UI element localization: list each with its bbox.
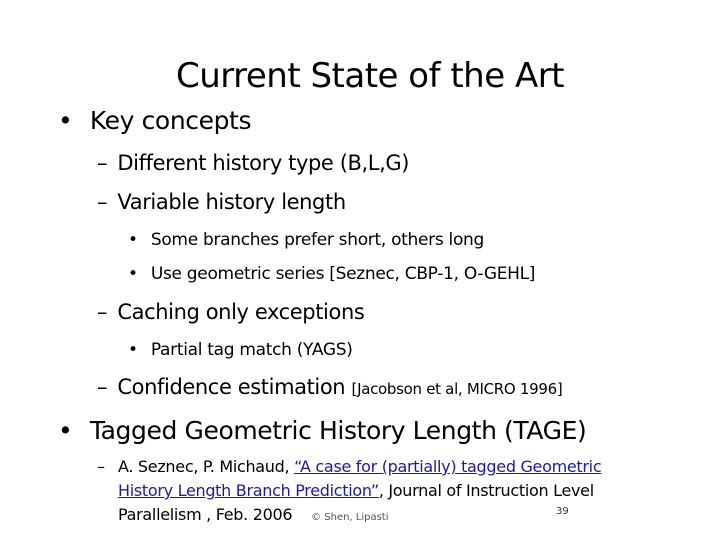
sub-sub-bullet — [128, 338, 353, 362]
dash-icon: – — [97, 300, 108, 324]
reference-authors: A. Seznec, P. Michaud, — [118, 457, 295, 476]
bullet-text: Tagged Geometric History Length (TAGE) — [89, 416, 587, 445]
sub-sub-bullet-text: Use geometric series [Seznec, CBP-1, O-GEHL] — [150, 264, 536, 284]
dash-icon: – — [97, 151, 108, 175]
sub-sub-bullet — [128, 262, 535, 286]
bullet-text: Key concepts — [89, 106, 252, 135]
sub-sub-bullet — [128, 228, 484, 252]
reference-journal: , Journal of Instruction Level — [378, 481, 594, 500]
bullet-dot-icon: • — [58, 416, 73, 445]
citation-note: [Jacobson et al, MICRO 1996] — [351, 380, 563, 398]
sub-bullet-history-type — [97, 148, 409, 178]
reference-date: Parallelism , Feb. 2006 — [118, 505, 293, 524]
sub-bullet-text: Confidence estimation — [117, 375, 346, 399]
sub-bullet-text: Caching only exceptions — [117, 300, 365, 324]
sub-bullet-history-length — [97, 187, 346, 217]
slide-title: Current State of the Art — [175, 56, 565, 96]
reference-line-1 — [118, 455, 601, 479]
dash-icon: – — [97, 190, 108, 214]
bullet-dot-icon: • — [128, 264, 138, 284]
sub-bullet-text: Variable history length — [117, 190, 346, 214]
page-number: 39 — [556, 506, 569, 517]
sub-bullet-caching — [97, 297, 364, 327]
bullet-tage — [58, 414, 586, 448]
dash-icon: – — [97, 375, 108, 399]
reference-line-3 — [118, 503, 389, 530]
paper-link-continued[interactable]: History Length Branch Prediction” — [118, 481, 379, 500]
sub-sub-bullet-text: Partial tag match (YAGS) — [150, 340, 353, 360]
bullet-key-concepts — [58, 104, 251, 138]
sub-bullet-confidence — [97, 372, 562, 404]
bullet-dot-icon: • — [58, 106, 73, 135]
dash-icon: – — [97, 457, 105, 476]
sub-sub-bullet-text: Some branches prefer short, others long — [150, 230, 485, 250]
footer-copyright: © Shen, Lipasti — [311, 512, 389, 523]
reference-line-2 — [118, 479, 594, 503]
paper-link[interactable]: “A case for (partially) tagged Geometric — [294, 457, 602, 476]
sub-bullet-text: Different history type (B,L,G) — [117, 151, 410, 175]
bullet-dot-icon: • — [128, 230, 138, 250]
bullet-dot-icon: • — [128, 340, 138, 360]
